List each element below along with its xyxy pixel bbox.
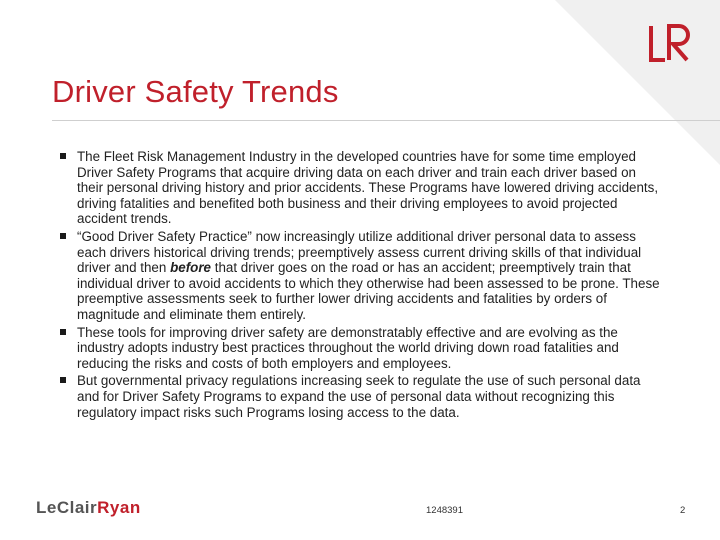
document-id: 1248391 [426, 505, 463, 516]
square-bullet-icon [60, 329, 66, 335]
square-bullet-icon [60, 233, 66, 239]
page-number: 2 [680, 505, 686, 516]
square-bullet-icon [60, 377, 66, 383]
square-bullet-icon [60, 153, 66, 159]
slide-title: Driver Safety Trends [52, 74, 339, 109]
leclairryan-logo [36, 496, 176, 518]
bullet-text: The Fleet Risk Management Industry in the developed countries have for some time employed Driver Safety Programs that acquire driving data on each driver and train each driver based on their personal driving history and prior accidents. These Programs have lowered driving accidents, driving fatalities and benefited both business and their driving employees to avoid projected accident trends. [77, 149, 659, 227]
bullet-text: But governmental privacy regulations increasing seek to regulate the use of such personal data and for Driver Safety Programs to expand the use of personal data without recognizing this regulatory impact risks such Programs losing access to the data. [77, 373, 641, 420]
lr-logo-icon [648, 24, 692, 64]
bullet-text: “Good Driver Safety Practice” now increasingly utilize additional driver personal data to assess each drivers historical driving trends; preemptively assess current driving skills of that individual driver and then before that driver goes on the road or has an accident; preemptively train that individual driver to avoid accidents to which they otherwise had been assessed to be prone. These preemptive assessments seek to further lower driving accidents and fatalities by orders of magnitude and eliminate them entirely. [77, 228, 660, 322]
svg-text:LeClairRyan: LeClairRyan [36, 498, 141, 517]
emphasis-before: before [170, 260, 211, 276]
title-divider [52, 120, 720, 121]
bullet-item-3 [60, 325, 660, 372]
corner-decoration [555, 0, 720, 165]
bullet-item-2 [60, 229, 660, 323]
bullet-item-1 [60, 149, 660, 227]
bullet-list [60, 149, 660, 420]
bullet-text: These tools for improving driver safety are demonstratably effective and are evolving as the industry adopts industry best practices throughout the world driving down road fatalities and reducing the risks and costs of both employers and employees. [77, 324, 619, 371]
bullet-item-4 [60, 373, 660, 420]
